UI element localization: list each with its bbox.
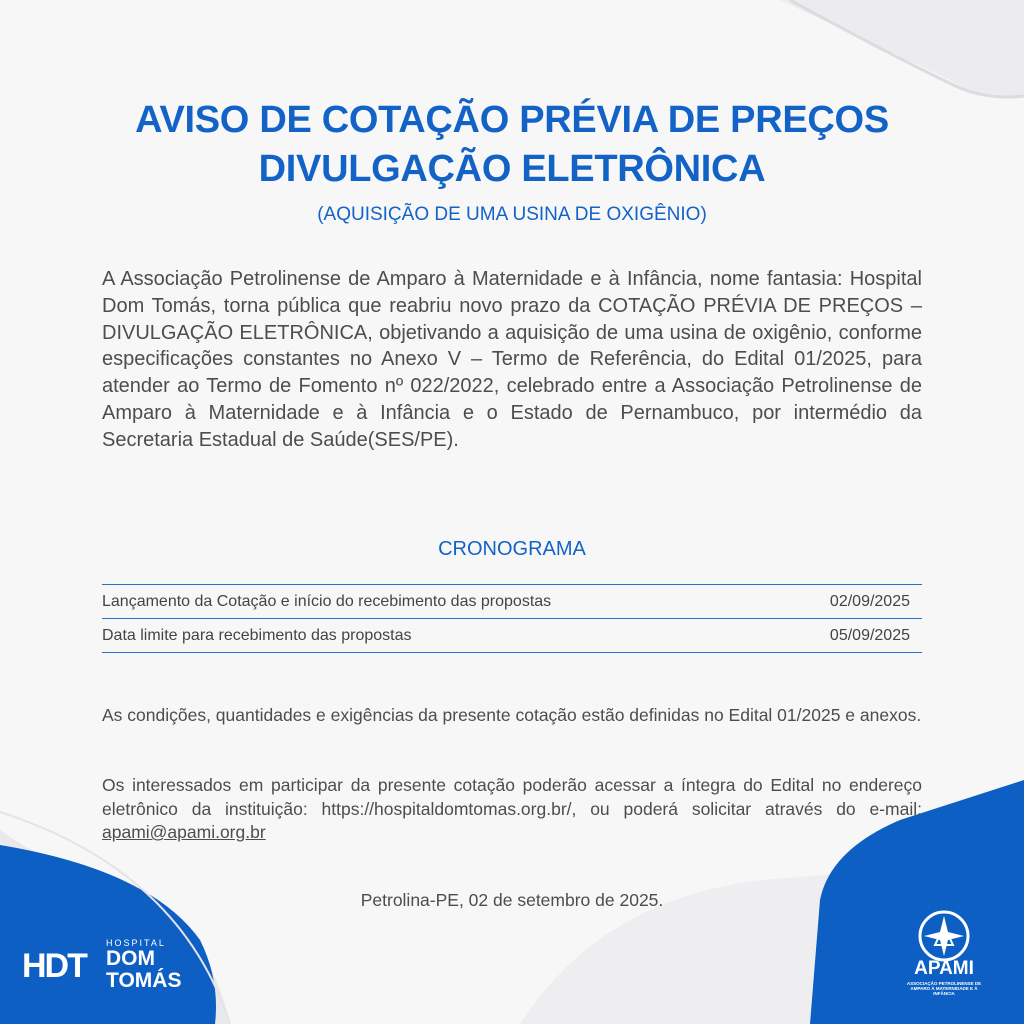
hdt-logo-mark: HDT: [22, 947, 86, 985]
page-title: AVISO DE COTAÇÃO PRÉVIA DE PREÇOS: [135, 99, 889, 141]
intro-paragraph: A Associação Petrolinense de Amparo à Maternidade e à Infância, nome fantasia: Hospital Dom Tomás, torna pública que reabriu novo prazo da COTAÇÃO PRÉVIA DE PREÇOS – DIVULGAÇÃO ELETRÔNICA, objetivando a aquisição de uma usina de oxigênio, conforme especificações constantes no Anexo V – Termo de Referência, do Edital 01/2025, para atender ao Termo de Fomento nº 022/2022, celebrado entre a Associação Petrolinense de Amparo à Maternidade e à Infância e o Estado de Pernambuco, por intermédio da Secretaria Estadual de Saúde(SES/PE).: [102, 268, 922, 451]
page-title-line2: DIVULGAÇÃO ELETRÔNICA: [258, 148, 766, 190]
schedule-date: 05/09/2025: [829, 627, 910, 644]
table-row: [102, 619, 922, 653]
schedule-desc: Data limite para recebimento das propostas: [102, 627, 412, 644]
place-date: Petrolina-PE, 02 de setembro de 2025.: [360, 890, 664, 910]
access-text: Os interessados em participar da presente cotação poderão acessar a íntegra do Edital no endereço eletrônico da instituição: https://hospitaldomtomas.org.br/, ou poderá solicitar através do e-mail:: [102, 775, 922, 819]
page-subtitle: (AQUISIÇÃO DE UMA USINA DE OXIGÊNIO): [317, 204, 707, 225]
hdt-logo-name-line1: DOM: [106, 947, 155, 970]
hospital-dom-tomas-logo: [22, 938, 202, 998]
access-paragraph: [102, 774, 922, 845]
apami-logo: [894, 908, 994, 1008]
apami-logo-subtitle: ASSOCIAÇÃO PETROLINENSE DE AMPARO À MATERNIDADE E À INFÂNCIA: [906, 981, 982, 996]
schedule-table: [102, 584, 922, 653]
cronograma-title: CRONOGRAMA: [438, 538, 586, 560]
table-row: [102, 585, 922, 619]
conditions-paragraph: As condições, quantidades e exigências da presente cotação estão definidas no Edital 01/2025 e anexos.: [102, 705, 922, 725]
email-link[interactable]: apami@apami.org.br: [102, 822, 266, 842]
hdt-logo-name-line2: TOMÁS: [106, 969, 182, 992]
star-icon: [918, 910, 970, 962]
schedule-date: 02/09/2025: [829, 593, 910, 610]
schedule-desc: Lançamento da Cotação e início do recebimento das propostas: [102, 593, 552, 610]
apami-logo-name: APAMI: [914, 958, 974, 979]
hdt-logo-small-label: HOSPITAL: [106, 938, 166, 948]
